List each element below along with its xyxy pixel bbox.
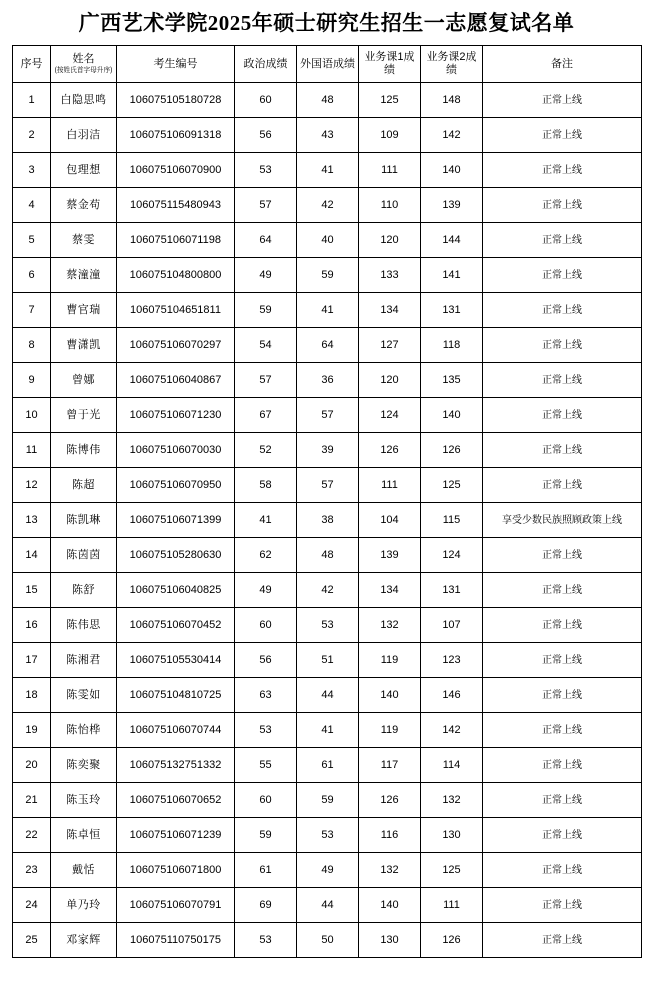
- table-row: [13, 223, 642, 258]
- cell-remark: 正常上线: [483, 538, 642, 573]
- cell-index: 15: [13, 573, 51, 608]
- cell-exam-no: 106075132751332: [117, 748, 235, 783]
- cell-foreign: 64: [297, 328, 359, 363]
- cell-exam-no: 106075110750175: [117, 923, 235, 958]
- cell-politics: 53: [235, 153, 297, 188]
- cell-exam-no: 106075106071198: [117, 223, 235, 258]
- cell-exam-no: 106075106070452: [117, 608, 235, 643]
- cell-politics: 57: [235, 188, 297, 223]
- cell-remark: 正常上线: [483, 83, 642, 118]
- cell-business1: 111: [359, 153, 421, 188]
- cell-business2: 142: [421, 118, 483, 153]
- cell-exam-no: 106075106071230: [117, 398, 235, 433]
- cell-business1: 134: [359, 573, 421, 608]
- table-row: [13, 328, 642, 363]
- cell-name: 陈玉玲: [51, 783, 117, 818]
- cell-business1: 125: [359, 83, 421, 118]
- cell-business2: 141: [421, 258, 483, 293]
- cell-exam-no: 106075106071399: [117, 503, 235, 538]
- cell-politics: 69: [235, 888, 297, 923]
- cell-remark: 正常上线: [483, 608, 642, 643]
- cell-index: 14: [13, 538, 51, 573]
- table-row: [13, 398, 642, 433]
- cell-index: 17: [13, 643, 51, 678]
- cell-remark: 正常上线: [483, 748, 642, 783]
- table-row: [13, 748, 642, 783]
- column-header-politics-label: 政治成绩: [243, 57, 288, 70]
- cell-name: 陈卓恒: [51, 818, 117, 853]
- table-row: [13, 118, 642, 153]
- cell-politics: 62: [235, 538, 297, 573]
- cell-name: 曾娜: [51, 363, 117, 398]
- cell-remark: 正常上线: [483, 853, 642, 888]
- cell-index: 8: [13, 328, 51, 363]
- cell-business2: 131: [421, 573, 483, 608]
- cell-name: 陈奕聚: [51, 748, 117, 783]
- cell-business1: 127: [359, 328, 421, 363]
- cell-index: 1: [13, 83, 51, 118]
- cell-exam-no: 106075104651811: [117, 293, 235, 328]
- cell-name: 白羽洁: [51, 118, 117, 153]
- cell-foreign: 59: [297, 258, 359, 293]
- cell-name: 曹官瑞: [51, 293, 117, 328]
- cell-foreign: 42: [297, 188, 359, 223]
- cell-business1: 116: [359, 818, 421, 853]
- cell-politics: 60: [235, 83, 297, 118]
- cell-politics: 49: [235, 258, 297, 293]
- cell-business2: 131: [421, 293, 483, 328]
- cell-index: 9: [13, 363, 51, 398]
- cell-business1: 126: [359, 433, 421, 468]
- table-row: [13, 433, 642, 468]
- column-header-business2: [421, 46, 483, 83]
- cell-foreign: 44: [297, 888, 359, 923]
- cell-exam-no: 106075104800800: [117, 258, 235, 293]
- cell-politics: 52: [235, 433, 297, 468]
- table-row: [13, 258, 642, 293]
- column-header-politics: [235, 46, 297, 83]
- cell-name: 邓家辉: [51, 923, 117, 958]
- cell-business2: 125: [421, 468, 483, 503]
- column-header-name-sub: (按姓氏首字母升序): [54, 67, 113, 74]
- cell-remark: 正常上线: [483, 783, 642, 818]
- cell-remark: 正常上线: [483, 433, 642, 468]
- cell-index: 25: [13, 923, 51, 958]
- table-row: [13, 713, 642, 748]
- cell-index: 24: [13, 888, 51, 923]
- cell-politics: 60: [235, 783, 297, 818]
- column-header-index-label: 序号: [20, 57, 43, 70]
- cell-name: 白隐思鸣: [51, 83, 117, 118]
- table-row: [13, 818, 642, 853]
- column-header-foreign: [297, 46, 359, 83]
- page-title: 广西艺术学院2025年硕士研究生招生一志愿复试名单: [78, 11, 575, 35]
- cell-exam-no: 106075106040867: [117, 363, 235, 398]
- cell-business1: 133: [359, 258, 421, 293]
- table-row: [13, 923, 642, 958]
- table-row: [13, 188, 642, 223]
- cell-exam-no: 106075106071800: [117, 853, 235, 888]
- table-row: [13, 783, 642, 818]
- cell-politics: 59: [235, 293, 297, 328]
- cell-exam-no: 106075115480943: [117, 188, 235, 223]
- cell-business2: 114: [421, 748, 483, 783]
- cell-name: 戴恬: [51, 853, 117, 888]
- cell-business1: 119: [359, 643, 421, 678]
- cell-exam-no: 106075106040825: [117, 573, 235, 608]
- cell-index: 5: [13, 223, 51, 258]
- cell-index: 21: [13, 783, 51, 818]
- cell-foreign: 51: [297, 643, 359, 678]
- cell-name: 蔡潼潼: [51, 258, 117, 293]
- cell-foreign: 53: [297, 818, 359, 853]
- cell-business2: 125: [421, 853, 483, 888]
- cell-business2: 126: [421, 923, 483, 958]
- cell-business1: 117: [359, 748, 421, 783]
- cell-exam-no: 106075105280630: [117, 538, 235, 573]
- table-row: [13, 538, 642, 573]
- cell-business2: 107: [421, 608, 483, 643]
- cell-name: 蔡金苟: [51, 188, 117, 223]
- cell-foreign: 41: [297, 293, 359, 328]
- table-row: [13, 503, 642, 538]
- cell-politics: 56: [235, 118, 297, 153]
- table-row: [13, 678, 642, 713]
- cell-business2: 118: [421, 328, 483, 363]
- cell-index: 18: [13, 678, 51, 713]
- table-row: [13, 468, 642, 503]
- table-row: [13, 853, 642, 888]
- cell-index: 7: [13, 293, 51, 328]
- cell-business2: 146: [421, 678, 483, 713]
- cell-business1: 104: [359, 503, 421, 538]
- cell-foreign: 61: [297, 748, 359, 783]
- cell-remark: 正常上线: [483, 678, 642, 713]
- cell-business1: 110: [359, 188, 421, 223]
- cell-politics: 57: [235, 363, 297, 398]
- cell-exam-no: 106075106070900: [117, 153, 235, 188]
- cell-business2: 140: [421, 153, 483, 188]
- cell-business1: 132: [359, 853, 421, 888]
- cell-foreign: 59: [297, 783, 359, 818]
- table-row: [13, 888, 642, 923]
- cell-exam-no: 106075104810725: [117, 678, 235, 713]
- cell-name: 陈博伟: [51, 433, 117, 468]
- cell-remark: 正常上线: [483, 328, 642, 363]
- cell-name: 陈怡桦: [51, 713, 117, 748]
- cell-exam-no: 106075105530414: [117, 643, 235, 678]
- cell-remark: 正常上线: [483, 643, 642, 678]
- cell-exam-no: 106075106070297: [117, 328, 235, 363]
- column-header-business1: [359, 46, 421, 83]
- cell-name: 包理想: [51, 153, 117, 188]
- cell-remark: 正常上线: [483, 818, 642, 853]
- cell-index: 2: [13, 118, 51, 153]
- cell-politics: 64: [235, 223, 297, 258]
- cell-foreign: 38: [297, 503, 359, 538]
- cell-foreign: 48: [297, 83, 359, 118]
- cell-index: 3: [13, 153, 51, 188]
- cell-index: 11: [13, 433, 51, 468]
- cell-business1: 109: [359, 118, 421, 153]
- cell-name: 陈湘君: [51, 643, 117, 678]
- cell-business1: 126: [359, 783, 421, 818]
- column-header-exam-no-label: 考生编号: [153, 57, 198, 70]
- table-row: [13, 608, 642, 643]
- table-header-row: [13, 46, 642, 83]
- cell-politics: 58: [235, 468, 297, 503]
- cell-exam-no: 106075106071239: [117, 818, 235, 853]
- cell-business1: 120: [359, 223, 421, 258]
- cell-business2: 139: [421, 188, 483, 223]
- table-row: [13, 643, 642, 678]
- cell-business1: 119: [359, 713, 421, 748]
- cell-remark: 正常上线: [483, 573, 642, 608]
- cell-remark: 正常上线: [483, 223, 642, 258]
- column-header-foreign-label: 外国语成绩: [300, 57, 355, 70]
- cell-index: 20: [13, 748, 51, 783]
- cell-index: 16: [13, 608, 51, 643]
- cell-name: 陈伟思: [51, 608, 117, 643]
- cell-foreign: 41: [297, 713, 359, 748]
- cell-business2: 123: [421, 643, 483, 678]
- cell-remark: 正常上线: [483, 118, 642, 153]
- cell-foreign: 41: [297, 153, 359, 188]
- cell-name: 单乃玲: [51, 888, 117, 923]
- cell-business2: 140: [421, 398, 483, 433]
- table-body: [13, 83, 642, 958]
- cell-business1: 139: [359, 538, 421, 573]
- cell-foreign: 57: [297, 398, 359, 433]
- cell-politics: 56: [235, 643, 297, 678]
- cell-politics: 49: [235, 573, 297, 608]
- cell-politics: 41: [235, 503, 297, 538]
- cell-politics: 67: [235, 398, 297, 433]
- table-row: [13, 153, 642, 188]
- column-header-remark: [483, 46, 642, 83]
- cell-index: 10: [13, 398, 51, 433]
- cell-remark: 正常上线: [483, 153, 642, 188]
- cell-index: 12: [13, 468, 51, 503]
- cell-remark: 正常上线: [483, 713, 642, 748]
- cell-business1: 120: [359, 363, 421, 398]
- cell-business2: 144: [421, 223, 483, 258]
- cell-name: 曾于光: [51, 398, 117, 433]
- cell-business1: 130: [359, 923, 421, 958]
- table-row: [13, 83, 642, 118]
- column-header-remark-label: 备注: [551, 57, 573, 70]
- cell-name: 陈超: [51, 468, 117, 503]
- cell-foreign: 44: [297, 678, 359, 713]
- cell-politics: 59: [235, 818, 297, 853]
- cell-business2: 124: [421, 538, 483, 573]
- cell-foreign: 50: [297, 923, 359, 958]
- cell-remark: 享受少数民族照顾政策上线: [483, 503, 642, 538]
- table-row: [13, 573, 642, 608]
- cell-remark: 正常上线: [483, 398, 642, 433]
- cell-business2: 132: [421, 783, 483, 818]
- cell-name: 陈舒: [51, 573, 117, 608]
- cell-foreign: 39: [297, 433, 359, 468]
- cell-foreign: 49: [297, 853, 359, 888]
- cell-business2: 115: [421, 503, 483, 538]
- column-header-name-label: 姓名: [72, 53, 95, 65]
- cell-remark: 正常上线: [483, 188, 642, 223]
- cell-name: 曹潇凯: [51, 328, 117, 363]
- cell-politics: 61: [235, 853, 297, 888]
- cell-business1: 140: [359, 888, 421, 923]
- cell-exam-no: 106075106070950: [117, 468, 235, 503]
- cell-index: 23: [13, 853, 51, 888]
- cell-index: 19: [13, 713, 51, 748]
- table-row: [13, 363, 642, 398]
- admission-list-table: [12, 45, 642, 958]
- cell-business2: 135: [421, 363, 483, 398]
- cell-business1: 134: [359, 293, 421, 328]
- column-header-business2-label: 业务课2成绩: [426, 51, 477, 76]
- cell-business1: 132: [359, 608, 421, 643]
- cell-remark: 正常上线: [483, 363, 642, 398]
- cell-exam-no: 106075106091318: [117, 118, 235, 153]
- cell-remark: 正常上线: [483, 258, 642, 293]
- cell-exam-no: 106075106070791: [117, 888, 235, 923]
- cell-name: 陈雯如: [51, 678, 117, 713]
- cell-business1: 111: [359, 468, 421, 503]
- cell-exam-no: 106075106070744: [117, 713, 235, 748]
- column-header-business1-label: 业务课1成绩: [364, 51, 415, 76]
- cell-exam-no: 106075106070030: [117, 433, 235, 468]
- cell-exam-no: 106075106070652: [117, 783, 235, 818]
- cell-foreign: 57: [297, 468, 359, 503]
- cell-business1: 140: [359, 678, 421, 713]
- cell-foreign: 36: [297, 363, 359, 398]
- table-row: [13, 293, 642, 328]
- cell-politics: 54: [235, 328, 297, 363]
- cell-politics: 53: [235, 923, 297, 958]
- cell-business2: 130: [421, 818, 483, 853]
- cell-business2: 126: [421, 433, 483, 468]
- cell-remark: 正常上线: [483, 468, 642, 503]
- cell-business2: 111: [421, 888, 483, 923]
- cell-politics: 55: [235, 748, 297, 783]
- cell-index: 13: [13, 503, 51, 538]
- cell-foreign: 53: [297, 608, 359, 643]
- cell-remark: 正常上线: [483, 888, 642, 923]
- column-header-exam-no: [117, 46, 235, 83]
- cell-exam-no: 106075105180728: [117, 83, 235, 118]
- cell-politics: 53: [235, 713, 297, 748]
- cell-business1: 124: [359, 398, 421, 433]
- cell-foreign: 42: [297, 573, 359, 608]
- cell-index: 4: [13, 188, 51, 223]
- cell-business2: 148: [421, 83, 483, 118]
- column-header-index: [13, 46, 51, 83]
- column-header-name: [51, 46, 117, 83]
- cell-remark: 正常上线: [483, 923, 642, 958]
- cell-foreign: 48: [297, 538, 359, 573]
- cell-business2: 142: [421, 713, 483, 748]
- cell-name: 陈凯琳: [51, 503, 117, 538]
- cell-foreign: 43: [297, 118, 359, 153]
- cell-politics: 63: [235, 678, 297, 713]
- cell-foreign: 40: [297, 223, 359, 258]
- cell-index: 22: [13, 818, 51, 853]
- cell-name: 陈茵茵: [51, 538, 117, 573]
- table-header: [13, 46, 642, 83]
- cell-index: 6: [13, 258, 51, 293]
- cell-politics: 60: [235, 608, 297, 643]
- cell-remark: 正常上线: [483, 293, 642, 328]
- cell-name: 蔡雯: [51, 223, 117, 258]
